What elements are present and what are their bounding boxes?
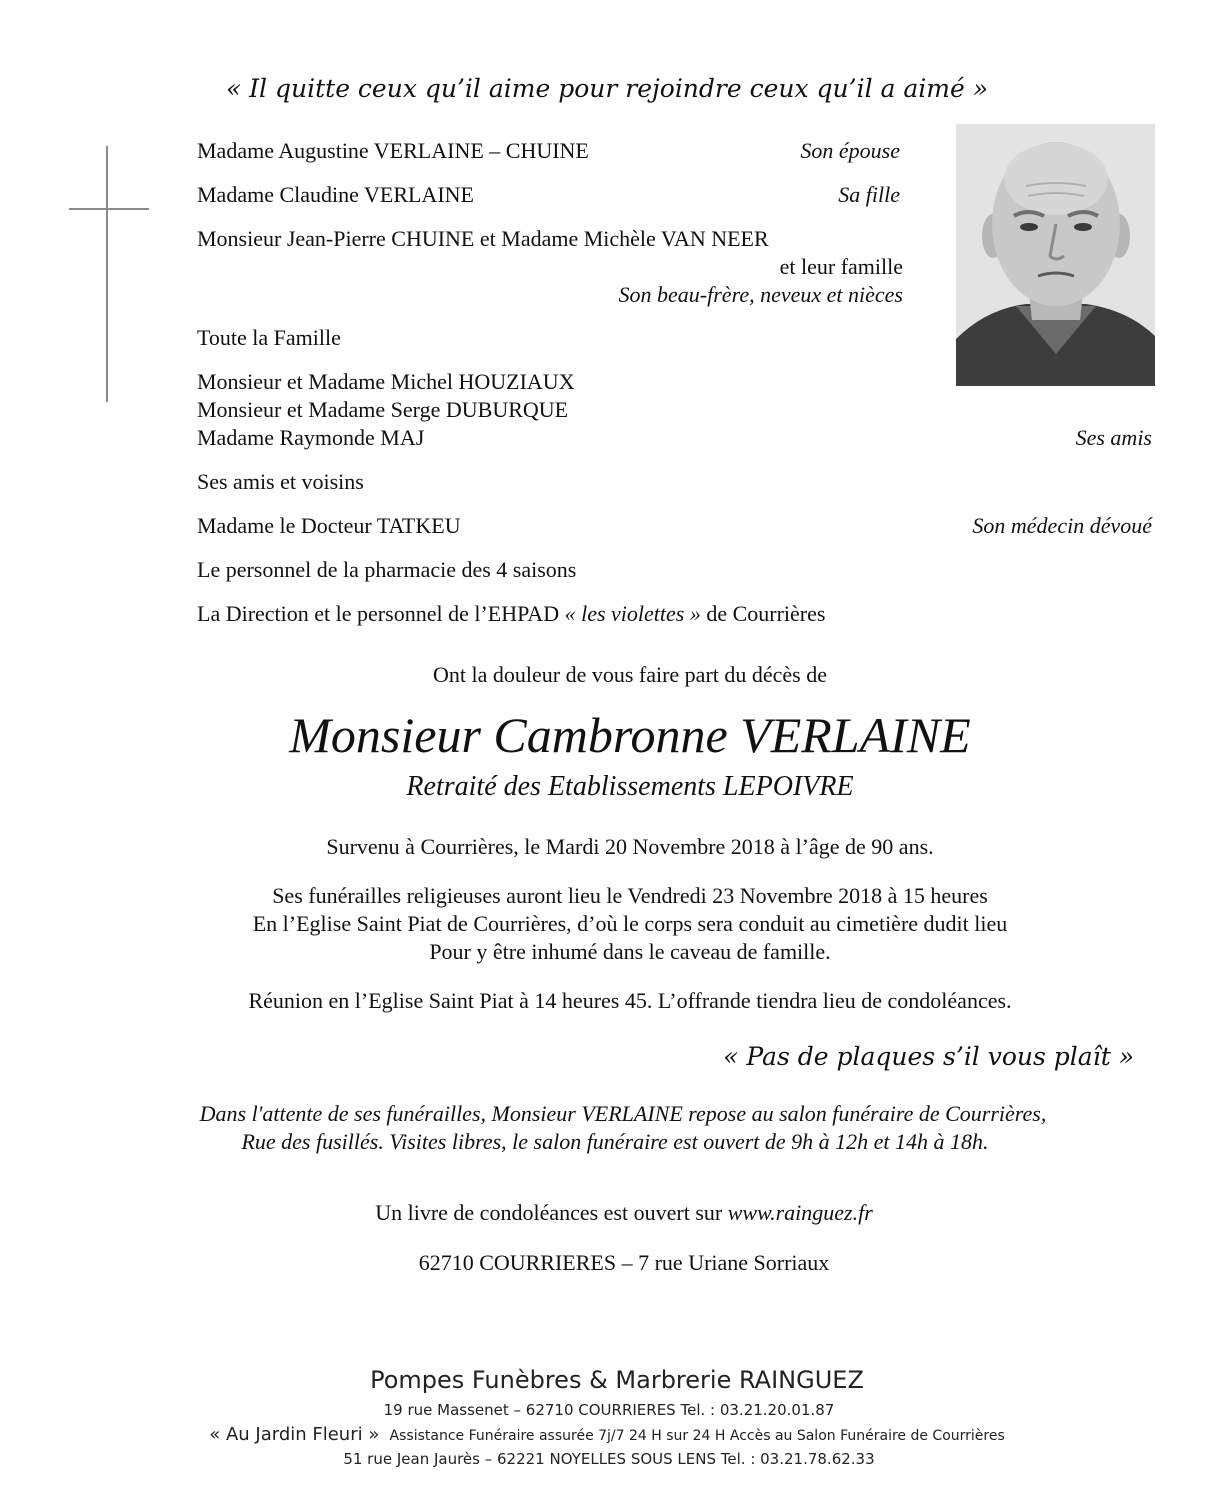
deceased-name: Monsieur Cambronne VERLAINE (289, 707, 971, 763)
funeral-line-1: Ses funérailles religieuses auront lieu le Vendredi 23 Novembre 2018 à 15 heures (272, 883, 988, 908)
footer-company: Pompes Funèbres & Marbrerie RAINGUEZ (370, 1366, 864, 1394)
death-info: Survenu à Courrières, le Mardi 20 Novembre 2018 à l’âge de 90 ans. (326, 834, 934, 859)
family-relation-2: Sa fille (838, 182, 900, 207)
family-member-3-line2: et leur famille (779, 254, 903, 279)
condolences-url[interactable]: www.rainguez.fr (727, 1200, 873, 1225)
footer-company-address: 19 rue Massenet – 62710 COURRIERES Tel. : 03.21.20.01.87 (383, 1401, 835, 1419)
cross-horizontal (69, 208, 149, 210)
portrait-photo (956, 124, 1155, 386)
salon-line-2: Rue des fusillés. Visites libres, le salon funéraire est ouvert de 9h à 12h et 14h à 18h. (241, 1129, 989, 1154)
family-member-2: Madame Claudine VERLAINE (197, 182, 474, 207)
family-member-9: La Direction et le personnel de l’EHPAD « les violettes » de Courrières (197, 601, 826, 626)
funeral-line-2: En l’Eglise Saint Piat de Courrières, d’où le corps sera conduit au cimetière dudit lieu (252, 911, 1008, 936)
family-member-6: Ses amis et voisins (197, 469, 364, 494)
salon-line-1: Dans l'attente de ses funérailles, Monsieur VERLAINE repose au salon funéraire de Courrières, (199, 1101, 1047, 1126)
cross-vertical (106, 146, 108, 402)
no-plaques: « Pas de plaques s’il vous plaît » (723, 1042, 1134, 1071)
funeral-line-3: Pour y être inhumé dans le caveau de famille. (429, 939, 831, 964)
family-relation-7: Son médecin dévoué (972, 513, 1152, 538)
friend-2: Monsieur et Madame Serge DUBURQUE (197, 397, 569, 422)
announcement: Ont la douleur de vous faire part du décès de (432, 662, 828, 687)
deceased-subtitle: Retraité des Etablissements LEPOIVRE (406, 771, 854, 802)
footer-services: « Au Jardin Fleuri » Assistance Funéraire assurée 7j/7 24 H sur 24 H Accès au Salon Funéraire de Courrières (209, 1424, 1005, 1445)
friend-3: Madame Raymonde MAJ (197, 425, 425, 450)
friends-relation: Ses amis (1075, 425, 1152, 450)
family-member-4: Toute la Famille (197, 325, 341, 350)
epigraph: « Il quitte ceux qu’il aime pour rejoindre ceux qu’il a aimé » (225, 74, 989, 103)
family-member-7: Madame le Docteur TATKEU (197, 513, 461, 538)
family-member-8: Le personnel de la pharmacie des 4 saisons (197, 557, 577, 582)
family-relation-1: Son épouse (800, 138, 900, 163)
condolences-line: Un livre de condoléances est ouvert sur www.rainguez.fr (375, 1200, 873, 1225)
family-member-1: Madame Augustine VERLAINE – CHUINE (197, 138, 589, 163)
family-relation-3: Son beau-frère, neveux et nièces (618, 282, 903, 307)
footer-garden-address: 51 rue Jean Jaurès – 62221 NOYELLES SOUS LENS Tel. : 03.21.78.62.33 (343, 1450, 875, 1468)
reunion-info: Réunion en l’Eglise Saint Piat à 14 heures 45. L’offrande tiendra lieu de condoléances. (248, 988, 1012, 1013)
address-line: 62710 COURRIERES – 7 rue Uriane Sorriaux (418, 1250, 830, 1275)
family-member-3: Monsieur Jean-Pierre CHUINE et Madame Michèle VAN NEER (197, 226, 769, 251)
friend-1: Monsieur et Madame Michel HOUZIAUX (197, 369, 575, 394)
